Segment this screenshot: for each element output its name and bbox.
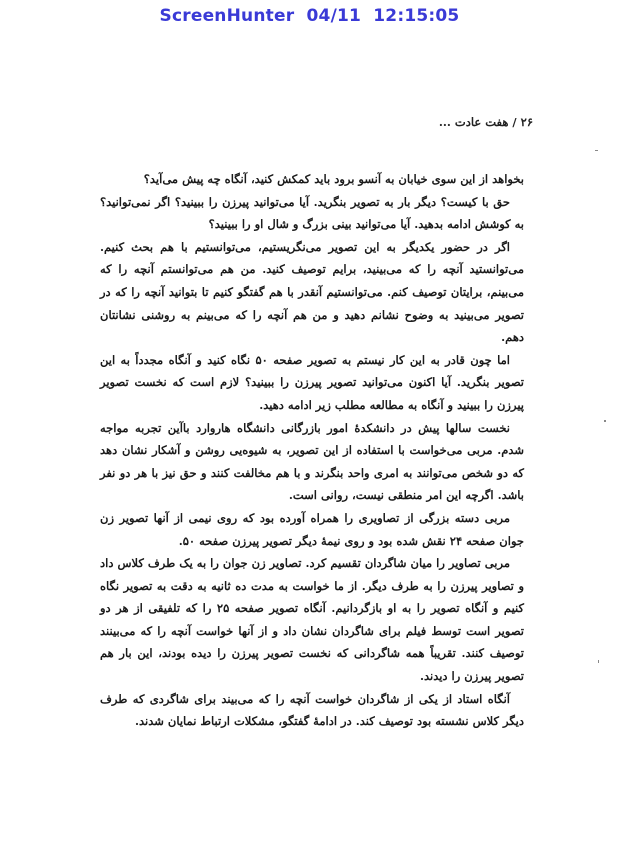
capture-timestamp: ScreenHunter 04/11 12:15:05: [159, 6, 460, 26]
paragraph: نخست سالها پیش در دانشکدهٔ امور بازرگانی دانشگاه هاروارد باآین تجربه مواجه شدم. مربی می‌خواست با استفاده از این تصویر، به شیوه‌یی روشن و آشکار نشان دهد که دو شخص می‌توانند به امری واحد بنگرند و با هم مخالفت کنند و حق نیز با هر دو نفر باشد. اگرچه این امر منطقی نیست، روانی است.: [100, 420, 524, 503]
paragraph: اما چون قادر به این کار نیستم به تصویر صفحه ۵۰ نگاه کنید و آنگاه مجدداً به این تصویر بنگرید. آیا اکنون می‌توانید تصویر پیرزن را ببینید؟ لازم است که نخست تصویر پیرزن را ببینید و آنگاه به مطالعه مطلب زیر ادامه دهید.: [100, 352, 524, 412]
scan-speck: [598, 660, 599, 663]
scan-speck: [604, 420, 606, 422]
paragraph: مربی تصاویر را میان شاگردان تقسیم کرد. تصاویر زن جوان را به یک طرف کلاس داد و تصاویر پیرزن را به طرف دیگر. از ما خواست به مدت ده ثانیه به دقت به تصویر نگاه کنیم و آنگاه تصویر را به او بازگردانیم. آنگاه تصویر صفحه ۲۵ را که تلفیقی از هر دو تصویر است توسط فیلم برای شاگردان نشان داد و از آنها خواست آنچه را که می‌بینند توصیف کنند. تقریباً همه شاگردانی که نخست تصویر پیرزن را دیده بودند، این بار هم تصویر پیرزن را دیدند.: [100, 556, 524, 684]
body-text: [100, 168, 524, 733]
paragraph: حق با کیست؟ دیگر بار به تصویر بنگرید. آیا می‌توانید پیرزن را ببینید؟ اگر نمی‌توانید؟ به کوشش ادامه بدهید. آیا می‌توانید بینی بزرگ و شال او را ببینید؟: [100, 194, 524, 232]
paragraph: مربی دسته بزرگی از تصاویری را همراه آورده بود که روی نیمی از آنها تصویر زن جوان صفحه ۲۴ نقش شده بود و روی نیمهٔ دیگر تصویر پیرزن صفحه ۵۰.: [100, 510, 524, 548]
paragraph: اگر در حضور یکدیگر به این تصویر می‌نگریستیم، می‌توانستیم با هم بحث کنیم. می‌توانستید آنچه را که می‌بینید، برایم توصیف کنید. من هم می‌توانستم آنچه را که می‌بینم، برایتان توصیف کنم. می‌توانستیم آنقدر با هم گفتگو کنیم تا بتوانید آنچه را که در تصویر می‌بینید به وضوح نشانم دهید و من هم آنچه را که می‌بینم به روشنی نشانتان دهم.: [100, 239, 524, 345]
paragraph: بخواهد از این سوی خیابان به آنسو برود باید کمکش کنید، آنگاه چه پیش می‌آید؟: [143, 172, 524, 186]
running-header: ۲۶ / هفت عادت ...: [438, 115, 533, 129]
paragraph: آنگاه استاد از یکی از شاگردان خواست آنچه را که می‌بیند برای شاگردی که طرف دیگر کلاس نشسته بود توصیف کند. در ادامهٔ گفتگو، مشکلات ارتباط نمایان شدند.: [100, 691, 524, 729]
scan-speck: [595, 150, 598, 151]
